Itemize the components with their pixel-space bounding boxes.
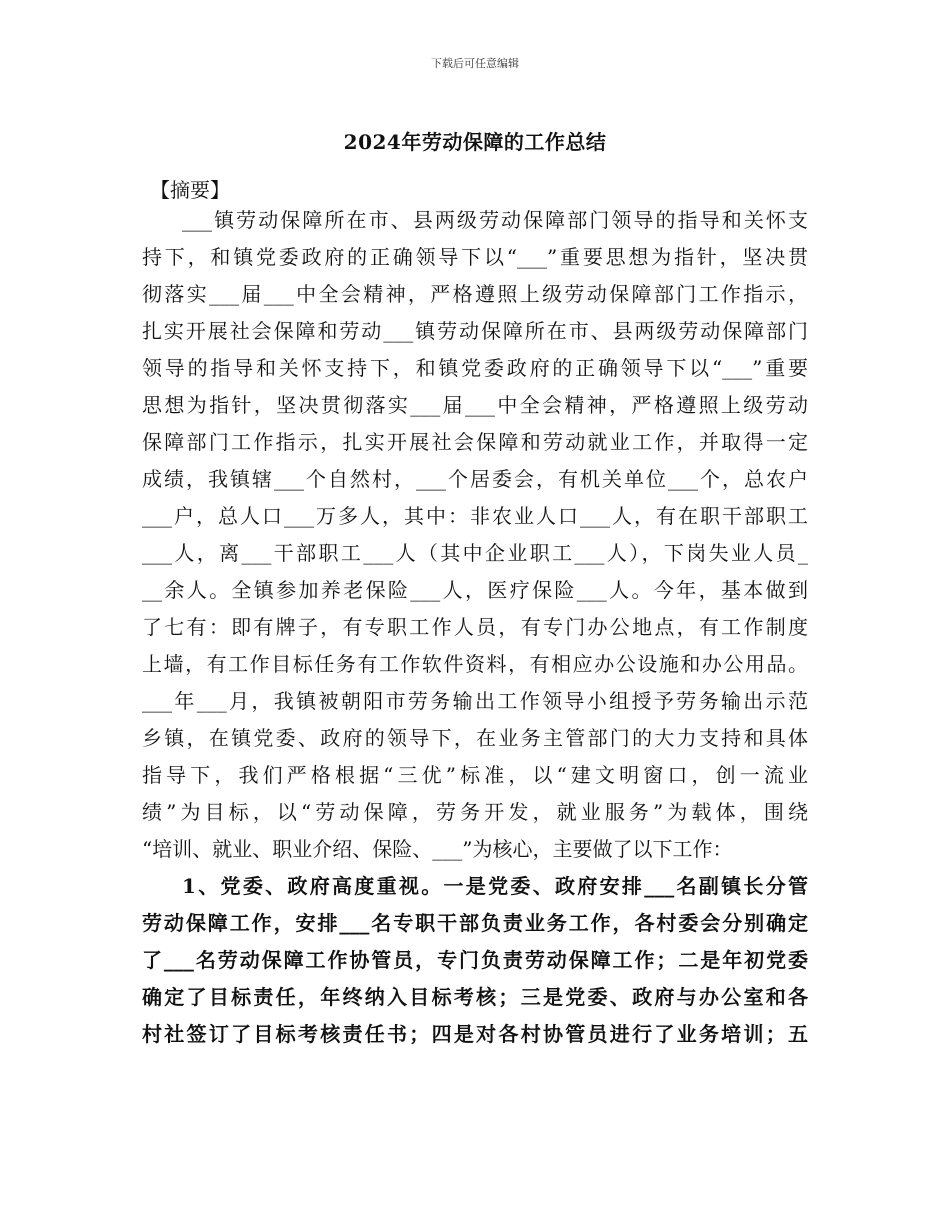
paragraph-1-line: 成绩，我镇辖___个自然村，___个居委会，有机关单位___个，总农户 bbox=[142, 467, 808, 491]
paragraph-1-line: 了七有：即有牌子，有专职工作人员，有专门办公地点，有工作制度 bbox=[142, 615, 808, 639]
paragraph-1-line: 保障部门工作指示，扎实开展社会保障和劳动就业工作，并取得一定 bbox=[142, 430, 808, 454]
paragraph-1-line: ___户，总人口___万多人，其中：非农业人口___人，有在职干部职工 bbox=[142, 504, 808, 528]
paragraph-2-line: 了___名劳动保障工作协管员，专门负责劳动保障工作；二是年初党委 bbox=[142, 948, 808, 972]
header-note: 下载后可任意编辑 bbox=[431, 57, 519, 70]
abstract-label: 【摘要】 bbox=[150, 178, 230, 202]
paragraph-1-line: 领导的指导和关怀支持下，和镇党委政府的正确领导下以“___”重要 bbox=[142, 356, 808, 380]
paragraph-1-line: 持下，和镇党委政府的正确领导下以“___”重要思想为指针，坚决贯 bbox=[142, 245, 808, 269]
paragraph-1-line: ___年___月，我镇被朝阳市劳务输出工作领导小组授予劳务输出示范 bbox=[142, 689, 808, 713]
paragraph-2-line: 劳动保障工作，安排___名专职干部负责业务工作，各村委会分别确定 bbox=[142, 911, 808, 935]
document-body bbox=[142, 202, 808, 1053]
paragraph-2-line: 1、党委、政府高度重视。一是党委、政府安排___名副镇长分管 bbox=[182, 874, 808, 898]
paragraph-1-line: 乡镇，在镇党委、政府的领导下，在业务主管部门的大力支持和具体 bbox=[142, 726, 808, 750]
paragraph-1-line: 彻落实___届___中全会精神，严格遵照上级劳动保障部门工作指示， bbox=[142, 282, 808, 306]
paragraph-1-line: __余人。全镇参加养老保险___人，医疗保险___人。今年，基本做到 bbox=[142, 578, 808, 602]
paragraph-2-line: 村社签订了目标考核责任书；四是对各村协管员进行了业务培训；五 bbox=[142, 1022, 808, 1046]
paragraph-1-line: 扎实开展社会保障和劳动___镇劳动保障所在市、县两级劳动保障部门 bbox=[142, 319, 808, 343]
paragraph-1-line: ___人，离___干部职工___人（其中企业职工___人），下岗失业人员_ bbox=[142, 541, 808, 565]
paragraph-1-line: ___镇劳动保障所在市、县两级劳动保障部门领导的指导和关怀支 bbox=[182, 208, 808, 232]
paragraph-1-line: “培训、就业、职业介绍、保险、___”为核心，主要做了以下工作： bbox=[142, 837, 733, 861]
paragraph-1-line: 思想为指针，坚决贯彻落实___届___中全会精神，严格遵照上级劳动 bbox=[142, 393, 808, 417]
document-title: 2024年劳动保障的工作总结 bbox=[343, 130, 607, 154]
paragraph-1-line: 绩”为目标，以“劳动保障，劳务开发，就业服务”为载体，围绕 bbox=[142, 800, 808, 824]
paragraph-2-line: 确定了目标责任，年终纳入目标考核；三是党委、政府与办公室和各 bbox=[142, 985, 808, 1009]
paragraph-1-line: 上墙，有工作目标任务有工作软件资料，有相应办公设施和办公用品。 bbox=[142, 652, 808, 676]
paragraph-1-line: 指导下，我们严格根据“三优”标准，以“建文明窗口，创一流业 bbox=[142, 763, 808, 787]
